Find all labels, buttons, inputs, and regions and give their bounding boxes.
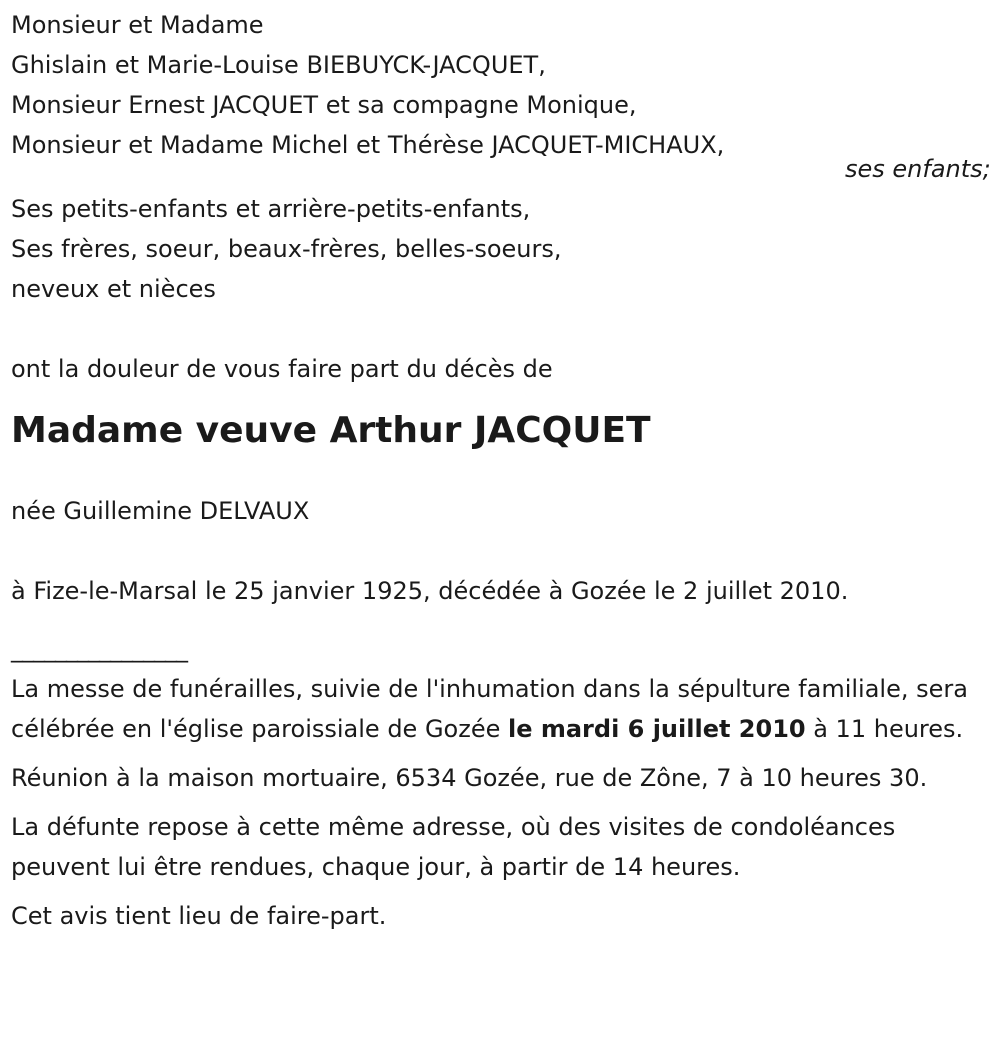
announcement-text: ont la douleur de vous faire part du décès de [11,355,553,383]
funeral-text-after: à 11 heures. [805,715,964,743]
funeral-paragraph [11,669,986,749]
closing-paragraph: Cet avis tient lieu de faire-part. [11,902,387,930]
birth-name: née Guillemine DELVAUX [11,497,310,525]
children-line-4: Monsieur et Madame Michel et Thérèse JACQUET-MICHAUX, [11,131,725,159]
obituary-notice [11,5,991,945]
visits-paragraph: La défunte repose à cette même adresse, où des visites de condoléances peuvent lui être rendues, chaque jour, à partir de 14 heures. [11,813,896,881]
meeting-paragraph: Réunion à la maison mortuaire, 6534 Gozée, rue de Zône, 7 à 10 heures 30. [11,764,928,792]
family-block [11,189,991,309]
family-line-3: neveux et nièces [11,275,216,303]
children-line-2: Ghislain et Marie-Louise BIEBUYCK-JACQUET, [11,51,546,79]
children-block [11,5,991,183]
family-line-1: Ses petits-enfants et arrière-petits-enfants, [11,195,531,223]
children-line-1: Monsieur et Madame [11,11,264,39]
children-role-label: ses enfants; [845,155,991,183]
family-line-2: Ses frères, soeur, beaux-frères, belles-soeurs, [11,235,562,263]
funeral-date: le mardi 6 juillet 2010 [507,715,806,743]
funeral-text-before: La messe de funérailles, suivie de l'inhumation dans la sépulture familiale, sera célébrée en l'église paroissiale de Gozée [11,675,968,743]
deceased-name: Madame veuve Arthur JACQUET [11,410,651,451]
life-dates: à Fize-le-Marsal le 25 janvier 1925, décédée à Gozée le 2 juillet 2010. [11,577,849,605]
separator-line: ________________ [11,635,187,663]
children-line-3: Monsieur Ernest JACQUET et sa compagne Monique, [11,91,637,119]
